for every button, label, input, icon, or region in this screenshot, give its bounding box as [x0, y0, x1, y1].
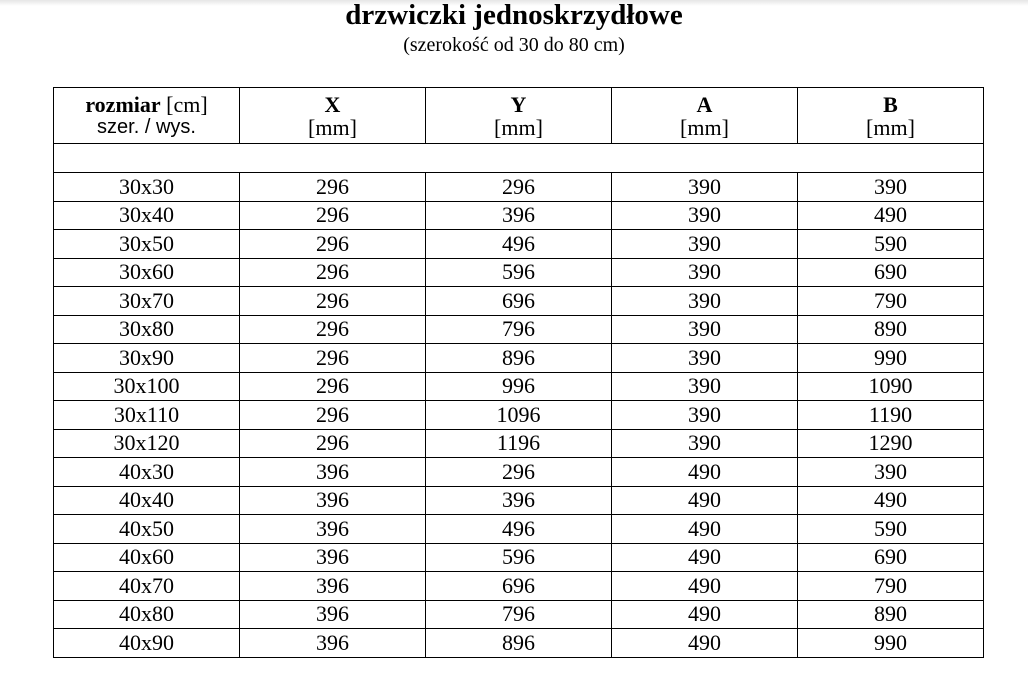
header-y-label: Y	[510, 91, 527, 117]
cell-x: 396	[240, 543, 426, 572]
header-size-unit: [cm]	[160, 91, 208, 117]
cell-a: 490	[612, 486, 798, 515]
table-row	[54, 401, 984, 430]
cell-size: 30x120	[54, 429, 240, 458]
table-row	[54, 287, 984, 316]
cell-y: 296	[426, 458, 612, 487]
cell-a: 490	[612, 572, 798, 601]
cell-b: 890	[798, 600, 984, 629]
cell-y: 396	[426, 486, 612, 515]
cell-b: 390	[798, 173, 984, 202]
table-row	[54, 429, 984, 458]
header-b-label: B	[883, 91, 898, 117]
document-title: drzwiczki jednoskrzydłowe	[345, 0, 683, 31]
cell-b: 690	[798, 258, 984, 287]
cell-a: 390	[612, 429, 798, 458]
cell-b: 390	[798, 458, 984, 487]
cell-b: 1190	[798, 401, 984, 430]
cell-a: 490	[612, 600, 798, 629]
table-row	[54, 515, 984, 544]
spacer-row	[54, 144, 984, 173]
cell-x: 296	[240, 258, 426, 287]
cell-b: 690	[798, 543, 984, 572]
cell-y: 1196	[426, 429, 612, 458]
cell-b: 490	[798, 201, 984, 230]
cell-y: 696	[426, 572, 612, 601]
header-a	[612, 88, 798, 144]
cell-x: 296	[240, 230, 426, 259]
cell-b: 590	[798, 230, 984, 259]
cell-x: 396	[240, 458, 426, 487]
header-a-label: A	[696, 91, 713, 117]
cell-x: 296	[240, 344, 426, 373]
cell-y: 496	[426, 230, 612, 259]
cell-y: 296	[426, 173, 612, 202]
cell-size: 30x90	[54, 344, 240, 373]
cell-a: 390	[612, 230, 798, 259]
table-body	[54, 144, 984, 658]
cell-a: 390	[612, 344, 798, 373]
cell-size: 40x50	[54, 515, 240, 544]
cell-y: 1096	[426, 401, 612, 430]
table-row	[54, 458, 984, 487]
cell-b: 1090	[798, 372, 984, 401]
cell-size: 30x70	[54, 287, 240, 316]
cell-size: 40x90	[54, 629, 240, 658]
header-y	[426, 88, 612, 144]
cell-size: 40x60	[54, 543, 240, 572]
header-size-sub: szer. / wys.	[97, 115, 196, 138]
cell-y: 496	[426, 515, 612, 544]
cell-b: 890	[798, 315, 984, 344]
cell-y: 596	[426, 258, 612, 287]
table-row	[54, 629, 984, 658]
cell-y: 696	[426, 287, 612, 316]
cell-x: 296	[240, 315, 426, 344]
cell-b: 990	[798, 344, 984, 373]
cell-x: 296	[240, 287, 426, 316]
cell-x: 296	[240, 201, 426, 230]
cell-y: 796	[426, 315, 612, 344]
cell-b: 1290	[798, 429, 984, 458]
header-y-unit: [mm]	[494, 114, 543, 140]
cell-size: 30x30	[54, 173, 240, 202]
cell-a: 490	[612, 543, 798, 572]
cell-y: 996	[426, 372, 612, 401]
cell-b: 490	[798, 486, 984, 515]
spacer-cell	[54, 144, 984, 173]
cell-b: 790	[798, 572, 984, 601]
header-x	[240, 88, 426, 144]
cell-a: 390	[612, 201, 798, 230]
cell-x: 396	[240, 515, 426, 544]
table-row	[54, 344, 984, 373]
header-a-unit: [mm]	[680, 114, 729, 140]
cell-a: 390	[612, 258, 798, 287]
header-row	[54, 88, 984, 144]
cell-b: 990	[798, 629, 984, 658]
cell-x: 396	[240, 600, 426, 629]
table-row	[54, 543, 984, 572]
cell-x: 296	[240, 401, 426, 430]
cell-y: 896	[426, 344, 612, 373]
cell-a: 390	[612, 372, 798, 401]
cell-x: 296	[240, 173, 426, 202]
header-size-label: rozmiar	[85, 91, 161, 117]
cell-x: 396	[240, 572, 426, 601]
cell-b: 790	[798, 287, 984, 316]
header-x-label: X	[324, 91, 341, 117]
header-b	[798, 88, 984, 144]
cell-y: 896	[426, 629, 612, 658]
cell-size: 30x50	[54, 230, 240, 259]
cell-a: 490	[612, 629, 798, 658]
cell-y: 596	[426, 543, 612, 572]
table-row	[54, 572, 984, 601]
cell-a: 490	[612, 515, 798, 544]
table-row	[54, 230, 984, 259]
cell-a: 390	[612, 401, 798, 430]
cell-x: 296	[240, 429, 426, 458]
cell-size: 40x80	[54, 600, 240, 629]
cell-size: 30x100	[54, 372, 240, 401]
cell-y: 796	[426, 600, 612, 629]
cell-size: 30x80	[54, 315, 240, 344]
cell-size: 40x70	[54, 572, 240, 601]
table-row	[54, 600, 984, 629]
cell-x: 396	[240, 486, 426, 515]
cell-size: 30x60	[54, 258, 240, 287]
table-row	[54, 486, 984, 515]
cell-a: 390	[612, 315, 798, 344]
table-row	[54, 173, 984, 202]
cell-size: 30x110	[54, 401, 240, 430]
cell-a: 490	[612, 458, 798, 487]
cell-y: 396	[426, 201, 612, 230]
cell-size: 30x40	[54, 201, 240, 230]
header-size	[54, 88, 240, 144]
header-b-unit: [mm]	[866, 114, 915, 140]
table-row	[54, 372, 984, 401]
cell-b: 590	[798, 515, 984, 544]
cell-x: 296	[240, 372, 426, 401]
cell-x: 396	[240, 629, 426, 658]
header-x-unit: [mm]	[308, 114, 357, 140]
dimensions-table	[53, 87, 984, 658]
cell-size: 40x40	[54, 486, 240, 515]
table-row	[54, 201, 984, 230]
table-header	[54, 88, 984, 144]
cell-a: 390	[612, 173, 798, 202]
cell-size: 40x30	[54, 458, 240, 487]
document-subtitle: (szerokość od 30 do 80 cm)	[403, 34, 625, 56]
table-row	[54, 315, 984, 344]
table-row	[54, 258, 984, 287]
cell-a: 390	[612, 287, 798, 316]
